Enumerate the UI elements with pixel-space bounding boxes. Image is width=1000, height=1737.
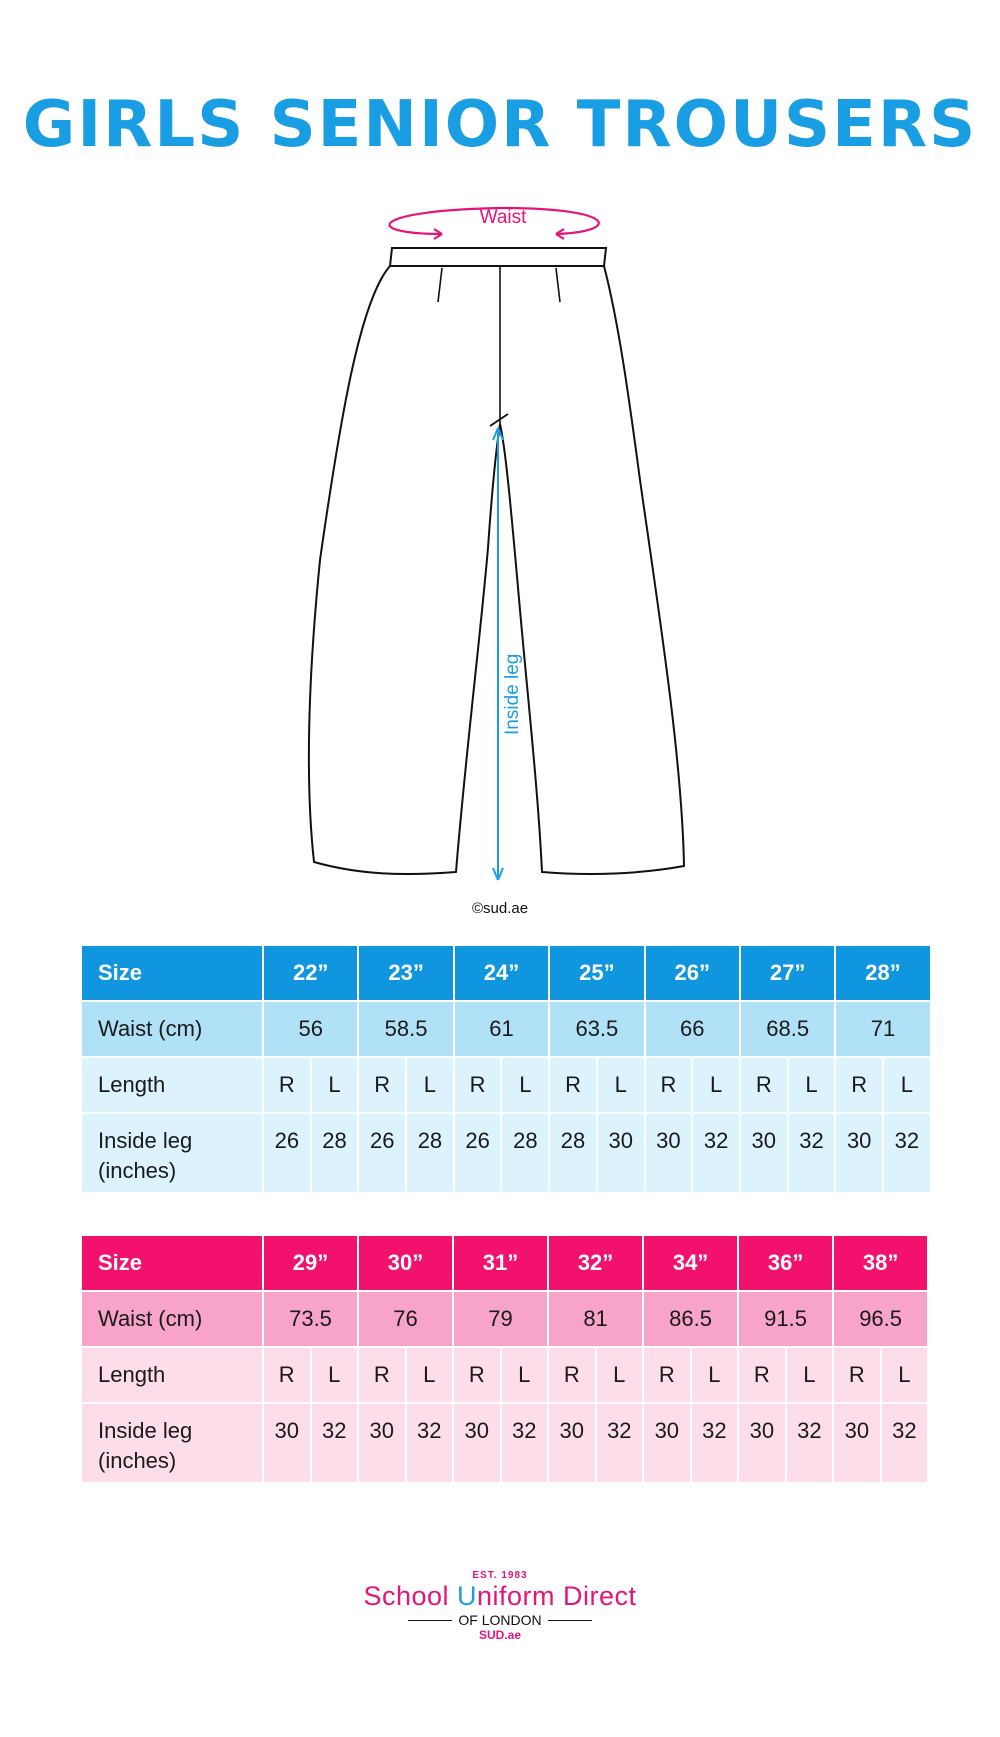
size-cell: 30”: [358, 1235, 453, 1291]
logo-sub-text: OF LONDON: [458, 1612, 542, 1628]
inside-leg-row: [81, 1113, 931, 1193]
waist-cell: 81: [548, 1291, 643, 1347]
waist-cell: 66: [645, 1001, 740, 1057]
length-label: Length: [81, 1057, 263, 1113]
waist-cell: 58.5: [358, 1001, 453, 1057]
copyright: ©sud.ae: [471, 900, 529, 917]
inside-leg-cell: 30: [358, 1403, 406, 1483]
inside-leg-cell: 26: [358, 1113, 406, 1193]
inside-leg-cell: 30: [645, 1113, 693, 1193]
length-cell: L: [501, 1347, 549, 1403]
length-row: [81, 1347, 928, 1403]
waist-cell: 96.5: [833, 1291, 928, 1347]
logo-est: EST. 1983: [472, 1570, 528, 1581]
size-cell: 32”: [548, 1235, 643, 1291]
waist-label: Waist (cm): [81, 1291, 263, 1347]
length-label: Length: [81, 1347, 263, 1403]
waist-cell: 79: [453, 1291, 548, 1347]
length-cell: L: [788, 1057, 836, 1113]
inside-leg-cell: 32: [311, 1403, 359, 1483]
waist-row: [81, 1001, 931, 1057]
length-cell: L: [691, 1347, 739, 1403]
inside-leg-cell: 32: [883, 1113, 931, 1193]
waist-cell: 63.5: [549, 1001, 644, 1057]
length-cell: R: [358, 1057, 406, 1113]
length-cell: L: [596, 1347, 644, 1403]
inside-leg-cell: 30: [833, 1403, 881, 1483]
inside-leg-cell: 30: [740, 1113, 788, 1193]
size-cell: 25”: [549, 945, 644, 1001]
size-cell: 34”: [643, 1235, 738, 1291]
logo-brand-u: U: [457, 1581, 478, 1611]
length-cell: L: [501, 1057, 549, 1113]
size-table-blue: [80, 944, 932, 1194]
length-cell: L: [786, 1347, 834, 1403]
logo-sub: [300, 1612, 700, 1628]
waist-cell: 61: [454, 1001, 549, 1057]
length-cell: L: [311, 1347, 359, 1403]
inside-leg-label: Inside leg: [502, 653, 523, 735]
waist-cell: 71: [835, 1001, 930, 1057]
inside-leg-cell: 28: [501, 1113, 549, 1193]
page-title: GIRLS SENIOR TROUSERS: [22, 88, 978, 162]
waist-label: Waist: [479, 207, 527, 228]
size-cell: 28”: [835, 945, 930, 1001]
length-cell: R: [453, 1347, 501, 1403]
size-table-pink: [80, 1234, 929, 1484]
length-cell: R: [548, 1347, 596, 1403]
inside-leg-cell: 30: [835, 1113, 883, 1193]
inside-leg-cell: 32: [691, 1403, 739, 1483]
inside-leg-label-line2: (inches): [98, 1158, 177, 1183]
inside-leg-cell: 28: [406, 1113, 454, 1193]
length-cell: R: [263, 1347, 311, 1403]
inside-leg-cell: 32: [596, 1403, 644, 1483]
size-cell: 36”: [738, 1235, 833, 1291]
size-header: Size: [81, 945, 263, 1001]
logo-brand-part2: niform Direct: [477, 1581, 637, 1611]
size-cell: 38”: [833, 1235, 928, 1291]
size-cell: 31”: [453, 1235, 548, 1291]
inside-leg-cell: 32: [501, 1403, 549, 1483]
length-cell: R: [454, 1057, 502, 1113]
inside-leg-cell: 32: [692, 1113, 740, 1193]
length-cell: R: [643, 1347, 691, 1403]
length-cell: R: [263, 1057, 311, 1113]
waist-cell: 73.5: [263, 1291, 358, 1347]
waist-cell: 91.5: [738, 1291, 833, 1347]
inside-leg-cell: 30: [548, 1403, 596, 1483]
length-cell: R: [358, 1347, 406, 1403]
logo-web: SUD.ae: [478, 1628, 522, 1642]
size-cell: 27”: [740, 945, 835, 1001]
inside-leg-cell: 30: [263, 1403, 311, 1483]
inside-leg-cell: 30: [597, 1113, 645, 1193]
inside-leg-cell: 26: [454, 1113, 502, 1193]
waist-label: Waist (cm): [81, 1001, 263, 1057]
trousers-diagram: [300, 200, 700, 900]
length-cell: R: [740, 1057, 788, 1113]
length-cell: L: [692, 1057, 740, 1113]
waist-cell: 76: [358, 1291, 453, 1347]
waist-row: [81, 1291, 928, 1347]
inside-leg-label-line1: Inside leg: [98, 1418, 193, 1443]
inside-leg-cell: 32: [786, 1403, 834, 1483]
inside-leg-label: [81, 1403, 263, 1483]
length-row: [81, 1057, 931, 1113]
inside-leg-cell: 30: [738, 1403, 786, 1483]
size-cell: 24”: [454, 945, 549, 1001]
size-cell: 26”: [645, 945, 740, 1001]
logo-rule-left: [408, 1620, 452, 1621]
size-cell: 29”: [263, 1235, 358, 1291]
length-cell: L: [311, 1057, 359, 1113]
length-cell: R: [738, 1347, 786, 1403]
inside-leg-cell: 28: [311, 1113, 359, 1193]
waist-cell: 56: [263, 1001, 358, 1057]
size-row: [81, 1235, 928, 1291]
inside-leg-cell: 32: [881, 1403, 929, 1483]
length-cell: R: [833, 1347, 881, 1403]
length-cell: L: [406, 1347, 454, 1403]
length-cell: L: [406, 1057, 454, 1113]
brand-logo: [300, 1570, 700, 1660]
inside-leg-cell: 30: [643, 1403, 691, 1483]
length-cell: L: [881, 1347, 929, 1403]
length-cell: L: [597, 1057, 645, 1113]
inside-leg-cell: 32: [406, 1403, 454, 1483]
size-header: Size: [81, 1235, 263, 1291]
inside-leg-cell: 30: [453, 1403, 501, 1483]
inside-leg-label: [81, 1113, 263, 1193]
waistband: [390, 248, 606, 266]
logo-brand-part1: School: [363, 1581, 458, 1611]
inside-leg-cell: 32: [788, 1113, 836, 1193]
inside-leg-cell: 28: [549, 1113, 597, 1193]
trousers-outline: [309, 266, 684, 874]
length-cell: R: [645, 1057, 693, 1113]
logo-rule-right: [548, 1620, 592, 1621]
length-cell: R: [549, 1057, 597, 1113]
inside-leg-row: [81, 1403, 928, 1483]
inside-leg-label-line2: (inches): [98, 1448, 177, 1473]
size-row: [81, 945, 931, 1001]
size-cell: 22”: [263, 945, 358, 1001]
waist-cell: 86.5: [643, 1291, 738, 1347]
waist-cell: 68.5: [740, 1001, 835, 1057]
size-cell: 23”: [358, 945, 453, 1001]
inside-leg-cell: 26: [263, 1113, 311, 1193]
length-cell: R: [835, 1057, 883, 1113]
length-cell: L: [883, 1057, 931, 1113]
logo-brand: [300, 1581, 700, 1612]
inside-leg-label-line1: Inside leg: [98, 1128, 193, 1153]
